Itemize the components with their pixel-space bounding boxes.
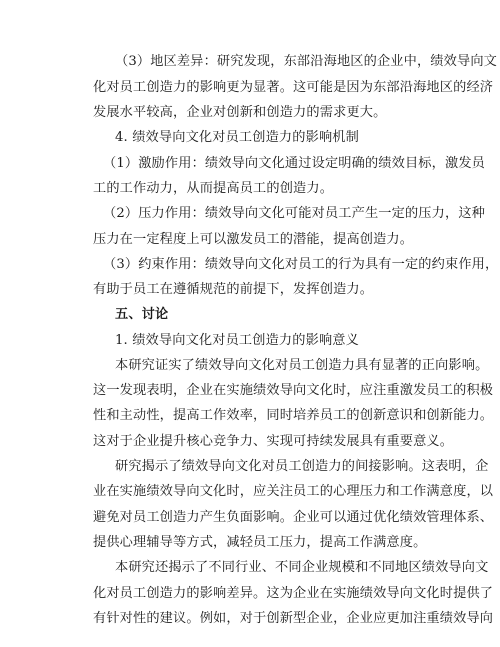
paragraph-line: 本研究证实了绩效导向文化对员工创造力具有显著的正向影响。	[115, 358, 489, 373]
section-heading: 五、讨论	[115, 307, 169, 322]
paragraph-line: 业在实施绩效导向文化时，应关注员工的心理压力和工作满意度，以	[93, 484, 494, 499]
paragraph-line: （2）压力作用：绩效导向文化可能对员工产生一定的压力，这种	[103, 206, 485, 221]
paragraph-line: 工的工作动力，从而提高员工的创造力。	[93, 181, 334, 196]
paragraph-line: 本研究还揭示了不同行业、不同企业规模和不同地区绩效导向文	[115, 560, 489, 575]
section-subheading: 1. 绩效导向文化对员工创造力的影响意义	[115, 333, 359, 348]
paragraph-line: 提供心理辅导等方式，减轻员工压力，提高工作满意度。	[93, 535, 427, 550]
paragraph-line: 发展水平较高，企业对创新和创造力的需求更大。	[93, 105, 387, 120]
paragraph-line: （1）激励作用：绩效导向文化通过设定明确的绩效目标，激发员	[103, 156, 485, 171]
paragraph-line: 化对员工创造力的影响差异。这为企业在实施绩效导向文化时提供了	[93, 586, 494, 601]
paragraph-line: 这对于企业提升核心竞争力、实现可持续发展具有重要意义。	[93, 434, 454, 449]
paragraph-line: 性和主动性，提高工作效率，同时培养员工的创新意识和创新能力。	[93, 408, 494, 423]
paragraph-line: （3）约束作用：绩效导向文化对员工的行为具有一定的约束作用，	[103, 257, 499, 272]
paragraph-line: 有针对性的建议。例如，对于创新型企业，企业应更加注重绩效导向	[93, 611, 494, 626]
paragraph-line: 避免对员工创造力产生负面影响。企业可以通过优化绩效管理体系、	[93, 510, 494, 525]
paragraph-line: 这一发现表明，企业在实施绩效导向文化时，应注重激发员工的积极	[93, 383, 494, 398]
paragraph-line: 有助于员工在遵循规范的前提下，发挥创造力。	[93, 282, 374, 297]
paragraph-line: 研究揭示了绩效导向文化对员工创造力的间接影响。这表明，企	[115, 459, 489, 474]
paragraph-line: （3）地区差异：研究发现，东部沿海地区的企业中，绩效导向文	[115, 54, 497, 69]
paragraph-line: 化对员工创造力的影响更为显著。这可能是因为东部沿海地区的经济	[93, 80, 494, 95]
paragraph-line: 压力在一定程度上可以激发员工的潜能，提高创造力。	[93, 232, 414, 247]
section-subheading: 4. 绩效导向文化对员工创造力的影响机制	[115, 130, 359, 145]
